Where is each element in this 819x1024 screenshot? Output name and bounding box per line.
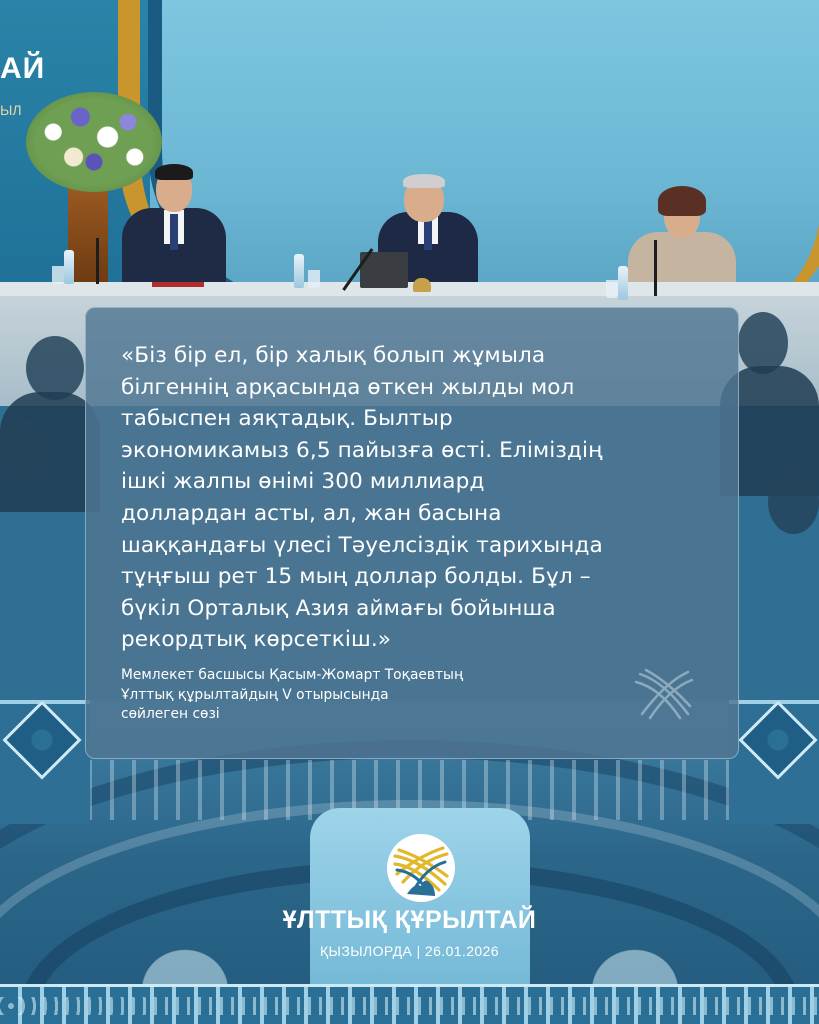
quote-line: шаққандағы үлесі Тәуелсіздік тарихында [121, 532, 603, 558]
quote-line: білгеннің арқасында өткен жылды мол [121, 374, 575, 400]
quote-line: рекордтық көрсеткіш.» [121, 627, 392, 653]
audience-head [0, 420, 50, 480]
quote-line: «Біз бір ел, бір халық болып жұмыла [121, 343, 546, 368]
audience-head [768, 470, 819, 534]
quote-line: табыспен аяқтадық. Былтыр [121, 406, 453, 432]
quote-attribution [121, 666, 601, 725]
bottom-ornament-frieze [0, 984, 819, 1024]
quote-line: бүкіл Орталық Азия аймағы бойынша [121, 595, 556, 621]
water-bottle [618, 266, 628, 300]
backdrop-partial-title: АЙ [0, 52, 46, 85]
audience-head [26, 336, 84, 400]
water-bottle [294, 254, 304, 288]
attribution-line: сөйлеген сөзі [121, 706, 220, 722]
watermark-emblem-icon [632, 660, 696, 724]
backdrop-partial-subtitle: ЫЛ [0, 102, 22, 118]
attribution-line: Мемлекет басшысы Қасым-Жомарт Тоқаевтың [121, 667, 464, 683]
flower-vase [68, 186, 108, 282]
quote-line: экономикамыз 6,5 пайызға өсті. Еліміздің [121, 437, 603, 463]
presidium-table-top [0, 282, 819, 296]
organization-name: ҰЛТТЫҚ ҚҰРЫЛТАЙ [282, 906, 537, 934]
kurultai-emblem-icon [385, 832, 457, 904]
microphone-left [96, 238, 99, 284]
water-glass [308, 270, 320, 288]
quote-text [121, 340, 726, 656]
water-bottle [64, 250, 74, 284]
water-glass [606, 280, 618, 298]
red-folder [152, 282, 204, 287]
quote-line: доллардан асты, ал, жан басына [121, 500, 502, 526]
event-location-date: ҚЫЗЫЛОРДА | 26.01.2026 [320, 943, 499, 959]
chairman-bell [413, 278, 431, 292]
water-glass [52, 266, 64, 284]
audience-head [738, 312, 788, 374]
microphone-right [654, 240, 657, 296]
quote-line: тұңғыш рет 15 мың доллар болды. Бұл – [121, 564, 591, 590]
flower-bouquet [26, 92, 162, 192]
quote-line: ішкі жалпы өнімі 300 миллиард [121, 469, 485, 495]
attribution-line: Ұлттық құрылтайдың V отырысында [121, 686, 389, 703]
